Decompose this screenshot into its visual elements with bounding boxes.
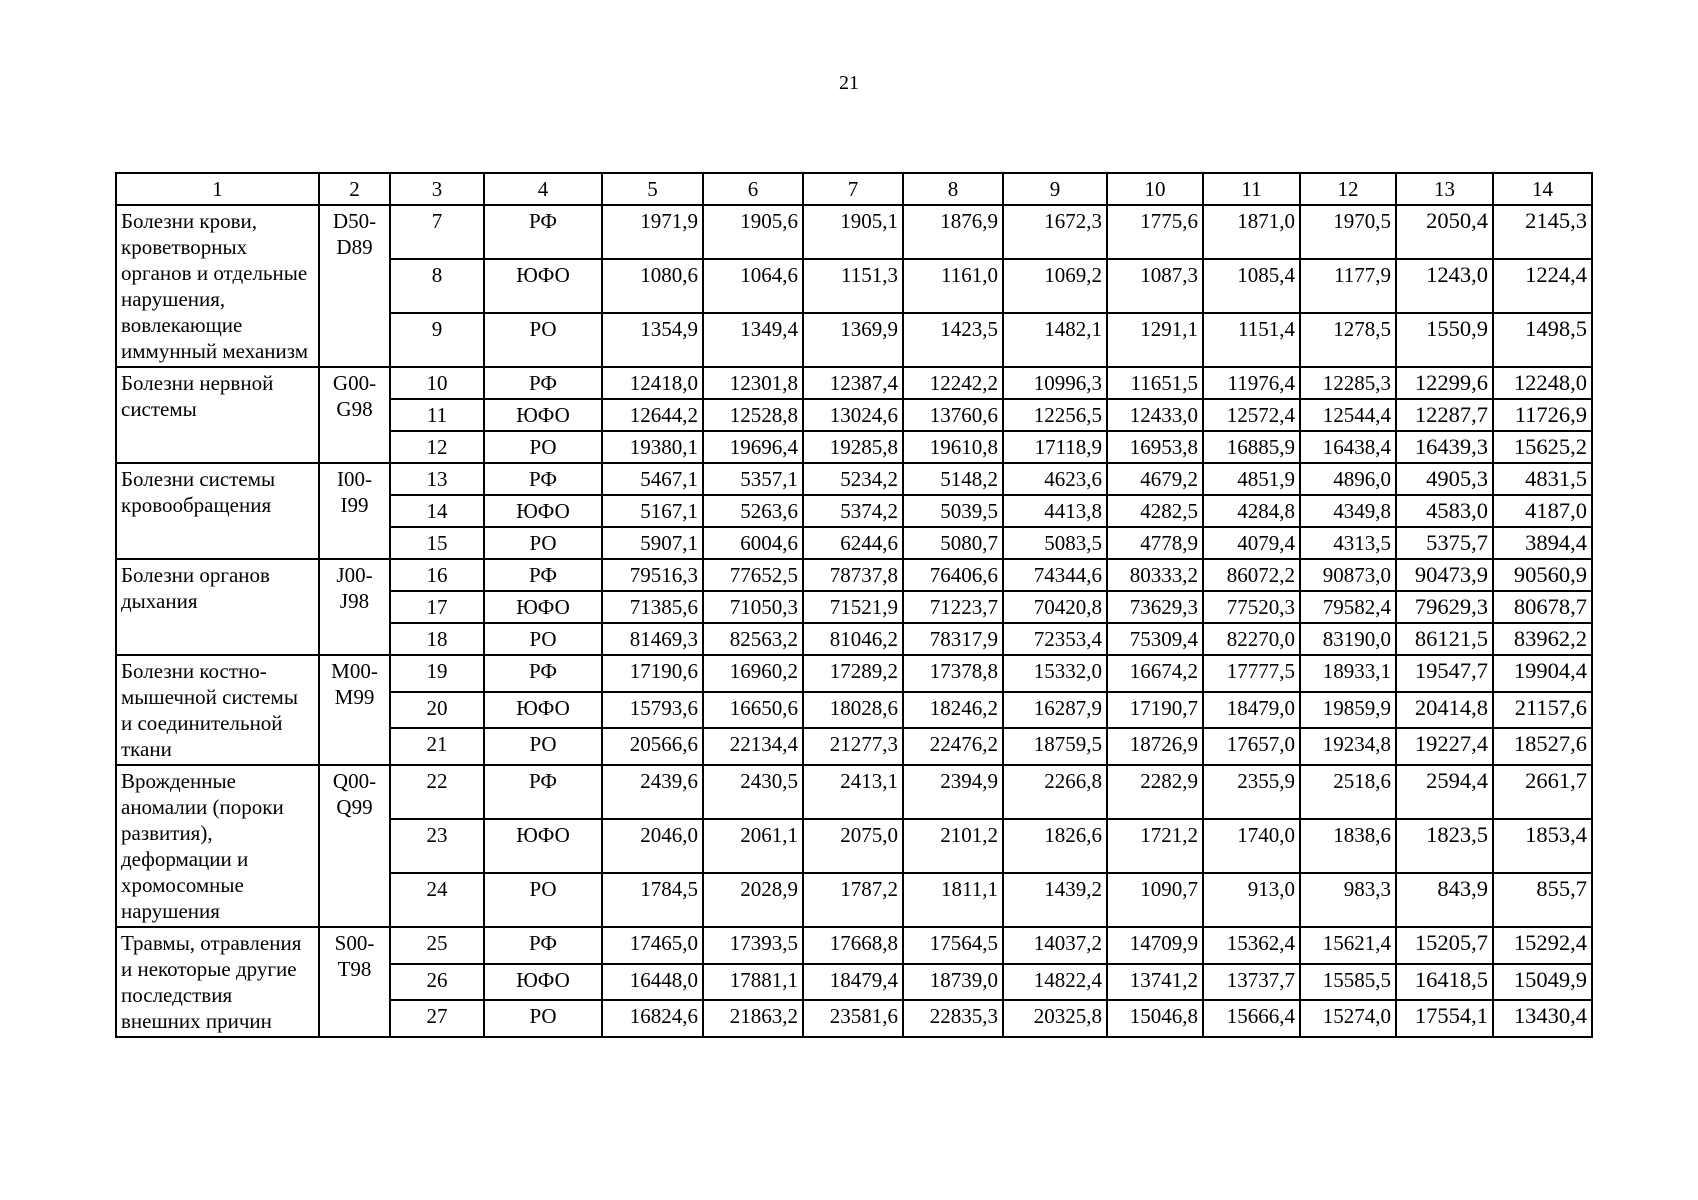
value-cell: 17465,0 [602,927,703,964]
value-cell: 1349,4 [703,313,803,367]
value-cell: 23581,6 [803,1000,903,1037]
row-number-cell: 10 [390,367,484,399]
value-cell: 1151,4 [1203,313,1300,367]
disease-class-cell: Болезни крови, кроветворных органов и отдельные нарушения, вовлекающие иммунный механизм [116,205,319,367]
column-header: 13 [1396,173,1493,205]
value-cell: 15666,4 [1203,1000,1300,1037]
value-cell: 71050,3 [703,591,803,623]
value-cell: 22835,3 [903,1000,1003,1037]
icd-code-cell: M00-M99 [319,655,390,765]
value-cell: 1871,0 [1203,205,1300,259]
value-cell: 1826,6 [1003,819,1107,873]
value-cell: 20325,8 [1003,1000,1107,1037]
value-cell: 12418,0 [602,367,703,399]
value-cell: 19859,9 [1300,692,1396,729]
value-cell: 15332,0 [1003,655,1107,692]
region-cell: ЮФО [484,259,602,313]
value-cell: 19227,4 [1396,728,1493,765]
value-cell: 1905,6 [703,205,803,259]
table-row [116,559,1592,591]
value-cell: 15793,6 [602,692,703,729]
row-number-cell: 19 [390,655,484,692]
value-cell: 15049,9 [1493,964,1592,1001]
value-cell: 18759,5 [1003,728,1107,765]
value-cell: 4282,5 [1107,495,1203,527]
value-cell: 12301,8 [703,367,803,399]
value-cell: 13430,4 [1493,1000,1592,1037]
region-cell: ЮФО [484,692,602,729]
value-cell: 15625,2 [1493,431,1592,463]
disease-class-cell: Болезни костно-мышечной системы и соединительной ткани [116,655,319,765]
value-cell: 15274,0 [1300,1000,1396,1037]
region-cell: ЮФО [484,495,602,527]
value-cell: 21277,3 [803,728,903,765]
value-cell: 1080,6 [602,259,703,313]
value-cell: 1151,3 [803,259,903,313]
value-cell: 18479,4 [803,964,903,1001]
value-cell: 13737,7 [1203,964,1300,1001]
morbidity-table [115,172,1593,1038]
value-cell: 4778,9 [1107,527,1203,559]
value-cell: 14037,2 [1003,927,1107,964]
value-cell: 16418,5 [1396,964,1493,1001]
value-cell: 16824,6 [602,1000,703,1037]
value-cell: 4851,9 [1203,463,1300,495]
row-number-cell: 18 [390,623,484,655]
region-cell: РО [484,1000,602,1037]
value-cell: 19610,8 [903,431,1003,463]
value-cell: 1069,2 [1003,259,1107,313]
value-cell: 1177,9 [1300,259,1396,313]
region-cell: РО [484,623,602,655]
disease-class-cell: Болезни системы кровообращения [116,463,319,559]
value-cell: 17118,9 [1003,431,1107,463]
value-cell: 22476,2 [903,728,1003,765]
value-cell: 81046,2 [803,623,903,655]
value-cell: 73629,3 [1107,591,1203,623]
value-cell: 21863,2 [703,1000,803,1037]
value-cell: 17289,2 [803,655,903,692]
row-number-cell: 16 [390,559,484,591]
icd-code-cell: Q00-Q99 [319,765,390,927]
disease-class-cell: Болезни нервной системы [116,367,319,463]
value-cell: 1278,5 [1300,313,1396,367]
row-number-cell: 21 [390,728,484,765]
column-header: 11 [1203,173,1300,205]
value-cell: 80333,2 [1107,559,1203,591]
value-cell: 2355,9 [1203,765,1300,819]
value-cell: 18028,6 [803,692,903,729]
value-cell: 19547,7 [1396,655,1493,692]
value-cell: 5357,1 [703,463,803,495]
value-cell: 16674,2 [1107,655,1203,692]
value-cell: 17190,7 [1107,692,1203,729]
value-cell: 1423,5 [903,313,1003,367]
row-number-cell: 11 [390,399,484,431]
region-cell: РО [484,873,602,927]
region-cell: РФ [484,765,602,819]
value-cell: 1838,6 [1300,819,1396,873]
value-cell: 18739,0 [903,964,1003,1001]
value-cell: 5167,1 [602,495,703,527]
value-cell: 1161,0 [903,259,1003,313]
value-cell: 2518,6 [1300,765,1396,819]
table-row [116,367,1592,399]
row-number-cell: 14 [390,495,484,527]
value-cell: 2430,5 [703,765,803,819]
row-number-cell: 9 [390,313,484,367]
value-cell: 4413,8 [1003,495,1107,527]
value-cell: 12644,2 [602,399,703,431]
value-cell: 5263,6 [703,495,803,527]
value-cell: 2145,3 [1493,205,1592,259]
value-cell: 1087,3 [1107,259,1203,313]
value-cell: 1550,9 [1396,313,1493,367]
value-cell: 19904,4 [1493,655,1592,692]
value-cell: 74344,6 [1003,559,1107,591]
value-cell: 1090,7 [1107,873,1203,927]
region-cell: РФ [484,367,602,399]
value-cell: 4079,4 [1203,527,1300,559]
column-header: 12 [1300,173,1396,205]
value-cell: 1905,1 [803,205,903,259]
value-cell: 77520,3 [1203,591,1300,623]
value-cell: 12285,3 [1300,367,1396,399]
value-cell: 16439,3 [1396,431,1493,463]
value-cell: 12287,7 [1396,399,1493,431]
row-number-cell: 23 [390,819,484,873]
value-cell: 2394,9 [903,765,1003,819]
value-cell: 1811,1 [903,873,1003,927]
region-cell: РФ [484,559,602,591]
value-cell: 5039,5 [903,495,1003,527]
table-row [116,205,1592,259]
value-cell: 22134,4 [703,728,803,765]
value-cell: 11976,4 [1203,367,1300,399]
value-cell: 19380,1 [602,431,703,463]
value-cell: 1291,1 [1107,313,1203,367]
value-cell: 72353,4 [1003,623,1107,655]
value-cell: 1064,6 [703,259,803,313]
region-cell: ЮФО [484,964,602,1001]
table-body [116,205,1592,1037]
value-cell: 5375,7 [1396,527,1493,559]
table-row [116,463,1592,495]
value-cell: 1876,9 [903,205,1003,259]
value-cell: 90473,9 [1396,559,1493,591]
column-header: 8 [903,173,1003,205]
value-cell: 5148,2 [903,463,1003,495]
value-cell: 13741,2 [1107,964,1203,1001]
value-cell: 2266,8 [1003,765,1107,819]
value-cell: 19234,8 [1300,728,1396,765]
value-cell: 1784,5 [602,873,703,927]
table-row [116,655,1592,692]
value-cell: 4349,8 [1300,495,1396,527]
value-cell: 4905,3 [1396,463,1493,495]
value-cell: 15585,5 [1300,964,1396,1001]
value-cell: 4679,2 [1107,463,1203,495]
value-cell: 13760,6 [903,399,1003,431]
value-cell: 2075,0 [803,819,903,873]
value-cell: 71385,6 [602,591,703,623]
value-cell: 19285,8 [803,431,903,463]
value-cell: 1498,5 [1493,313,1592,367]
value-cell: 14822,4 [1003,964,1107,1001]
value-cell: 1740,0 [1203,819,1300,873]
value-cell: 4583,0 [1396,495,1493,527]
row-number-cell: 22 [390,765,484,819]
value-cell: 12242,2 [903,367,1003,399]
value-cell: 1482,1 [1003,313,1107,367]
value-cell: 12544,4 [1300,399,1396,431]
value-cell: 86121,5 [1396,623,1493,655]
column-header: 5 [602,173,703,205]
value-cell: 16650,6 [703,692,803,729]
value-cell: 4623,6 [1003,463,1107,495]
value-cell: 16438,4 [1300,431,1396,463]
value-cell: 79516,3 [602,559,703,591]
value-cell: 86072,2 [1203,559,1300,591]
value-cell: 11651,5 [1107,367,1203,399]
column-header: 1 [116,173,319,205]
value-cell: 17554,1 [1396,1000,1493,1037]
value-cell: 17564,5 [903,927,1003,964]
row-number-cell: 24 [390,873,484,927]
value-cell: 16287,9 [1003,692,1107,729]
value-cell: 15205,7 [1396,927,1493,964]
value-cell: 79629,3 [1396,591,1493,623]
value-cell: 16448,0 [602,964,703,1001]
value-cell: 18527,6 [1493,728,1592,765]
value-cell: 15292,4 [1493,927,1592,964]
region-cell: РО [484,527,602,559]
icd-code-cell: J00-J98 [319,559,390,655]
value-cell: 82563,2 [703,623,803,655]
value-cell: 18246,2 [903,692,1003,729]
value-cell: 2661,7 [1493,765,1592,819]
value-cell: 78317,9 [903,623,1003,655]
value-cell: 5080,7 [903,527,1003,559]
value-cell: 5374,2 [803,495,903,527]
value-cell: 78737,8 [803,559,903,591]
value-cell: 1775,6 [1107,205,1203,259]
value-cell: 2413,1 [803,765,903,819]
value-cell: 11726,9 [1493,399,1592,431]
value-cell: 17190,6 [602,655,703,692]
value-cell: 1354,9 [602,313,703,367]
value-cell: 20566,6 [602,728,703,765]
value-cell: 2046,0 [602,819,703,873]
region-cell: РО [484,728,602,765]
column-header: 10 [1107,173,1203,205]
value-cell: 12528,8 [703,399,803,431]
value-cell: 90560,9 [1493,559,1592,591]
row-number-cell: 12 [390,431,484,463]
value-cell: 17657,0 [1203,728,1300,765]
value-cell: 75309,4 [1107,623,1203,655]
header-row [116,173,1592,205]
value-cell: 2282,9 [1107,765,1203,819]
value-cell: 2439,6 [602,765,703,819]
disease-class-cell: Болезни органов дыхания [116,559,319,655]
value-cell: 1224,4 [1493,259,1592,313]
region-cell: РФ [484,655,602,692]
value-cell: 913,0 [1203,873,1300,927]
value-cell: 17881,1 [703,964,803,1001]
value-cell: 1971,9 [602,205,703,259]
value-cell: 18933,1 [1300,655,1396,692]
value-cell: 4313,5 [1300,527,1396,559]
value-cell: 1243,0 [1396,259,1493,313]
column-header: 7 [803,173,903,205]
value-cell: 1823,5 [1396,819,1493,873]
row-number-cell: 26 [390,964,484,1001]
value-cell: 17393,5 [703,927,803,964]
value-cell: 2101,2 [903,819,1003,873]
page-number: 21 [839,72,859,94]
column-header: 4 [484,173,602,205]
value-cell: 1853,4 [1493,819,1592,873]
value-cell: 12433,0 [1107,399,1203,431]
value-cell: 16960,2 [703,655,803,692]
row-number-cell: 13 [390,463,484,495]
value-cell: 855,7 [1493,873,1592,927]
value-cell: 12387,4 [803,367,903,399]
region-cell: РФ [484,463,602,495]
region-cell: РО [484,431,602,463]
value-cell: 1721,2 [1107,819,1203,873]
value-cell: 13024,6 [803,399,903,431]
value-cell: 17378,8 [903,655,1003,692]
value-cell: 18726,9 [1107,728,1203,765]
value-cell: 70420,8 [1003,591,1107,623]
value-cell: 4896,0 [1300,463,1396,495]
value-cell: 5083,5 [1003,527,1107,559]
icd-code-cell: I00-I99 [319,463,390,559]
value-cell: 90873,0 [1300,559,1396,591]
value-cell: 5467,1 [602,463,703,495]
value-cell: 1672,3 [1003,205,1107,259]
value-cell: 4187,0 [1493,495,1592,527]
value-cell: 79582,4 [1300,591,1396,623]
value-cell: 983,3 [1300,873,1396,927]
value-cell: 17668,8 [803,927,903,964]
region-cell: ЮФО [484,819,602,873]
region-cell: РФ [484,927,602,964]
value-cell: 12248,0 [1493,367,1592,399]
value-cell: 12256,5 [1003,399,1107,431]
value-cell: 2061,1 [703,819,803,873]
value-cell: 17777,5 [1203,655,1300,692]
value-cell: 16885,9 [1203,431,1300,463]
value-cell: 5234,2 [803,463,903,495]
row-number-cell: 17 [390,591,484,623]
value-cell: 843,9 [1396,873,1493,927]
value-cell: 3894,4 [1493,527,1592,559]
row-number-cell: 25 [390,927,484,964]
icd-code-cell: S00-T98 [319,927,390,1037]
value-cell: 1970,5 [1300,205,1396,259]
value-cell: 2050,4 [1396,205,1493,259]
value-cell: 5907,1 [602,527,703,559]
value-cell: 2028,9 [703,873,803,927]
value-cell: 16953,8 [1107,431,1203,463]
value-cell: 81469,3 [602,623,703,655]
row-number-cell: 15 [390,527,484,559]
value-cell: 21157,6 [1493,692,1592,729]
value-cell: 71223,7 [903,591,1003,623]
disease-class-cell: Травмы, отравления и некоторые другие последствия внешних причин [116,927,319,1037]
table-row [116,927,1592,964]
column-header: 14 [1493,173,1592,205]
value-cell: 14709,9 [1107,927,1203,964]
value-cell: 18479,0 [1203,692,1300,729]
value-cell: 15046,8 [1107,1000,1203,1037]
value-cell: 80678,7 [1493,591,1592,623]
value-cell: 12572,4 [1203,399,1300,431]
value-cell: 1787,2 [803,873,903,927]
value-cell: 2594,4 [1396,765,1493,819]
value-cell: 4284,8 [1203,495,1300,527]
value-cell: 1369,9 [803,313,903,367]
region-cell: ЮФО [484,591,602,623]
icd-code-cell: D50-D89 [319,205,390,367]
table-row [116,765,1592,819]
region-cell: РФ [484,205,602,259]
column-header: 9 [1003,173,1107,205]
value-cell: 83962,2 [1493,623,1592,655]
row-number-cell: 7 [390,205,484,259]
value-cell: 6244,6 [803,527,903,559]
value-cell: 1439,2 [1003,873,1107,927]
value-cell: 19696,4 [703,431,803,463]
region-cell: РО [484,313,602,367]
disease-class-cell: Врожденные аномалии (пороки развития), деформации и хромосомные нарушения [116,765,319,927]
value-cell: 4831,5 [1493,463,1592,495]
value-cell: 76406,6 [903,559,1003,591]
value-cell: 1085,4 [1203,259,1300,313]
value-cell: 12299,6 [1396,367,1493,399]
value-cell: 15362,4 [1203,927,1300,964]
value-cell: 15621,4 [1300,927,1396,964]
value-cell: 83190,0 [1300,623,1396,655]
column-header: 2 [319,173,390,205]
icd-code-cell: G00-G98 [319,367,390,463]
value-cell: 82270,0 [1203,623,1300,655]
row-number-cell: 27 [390,1000,484,1037]
value-cell: 6004,6 [703,527,803,559]
value-cell: 77652,5 [703,559,803,591]
region-cell: ЮФО [484,399,602,431]
value-cell: 71521,9 [803,591,903,623]
column-header: 3 [390,173,484,205]
row-number-cell: 20 [390,692,484,729]
value-cell: 10996,3 [1003,367,1107,399]
value-cell: 20414,8 [1396,692,1493,729]
row-number-cell: 8 [390,259,484,313]
column-header: 6 [703,173,803,205]
